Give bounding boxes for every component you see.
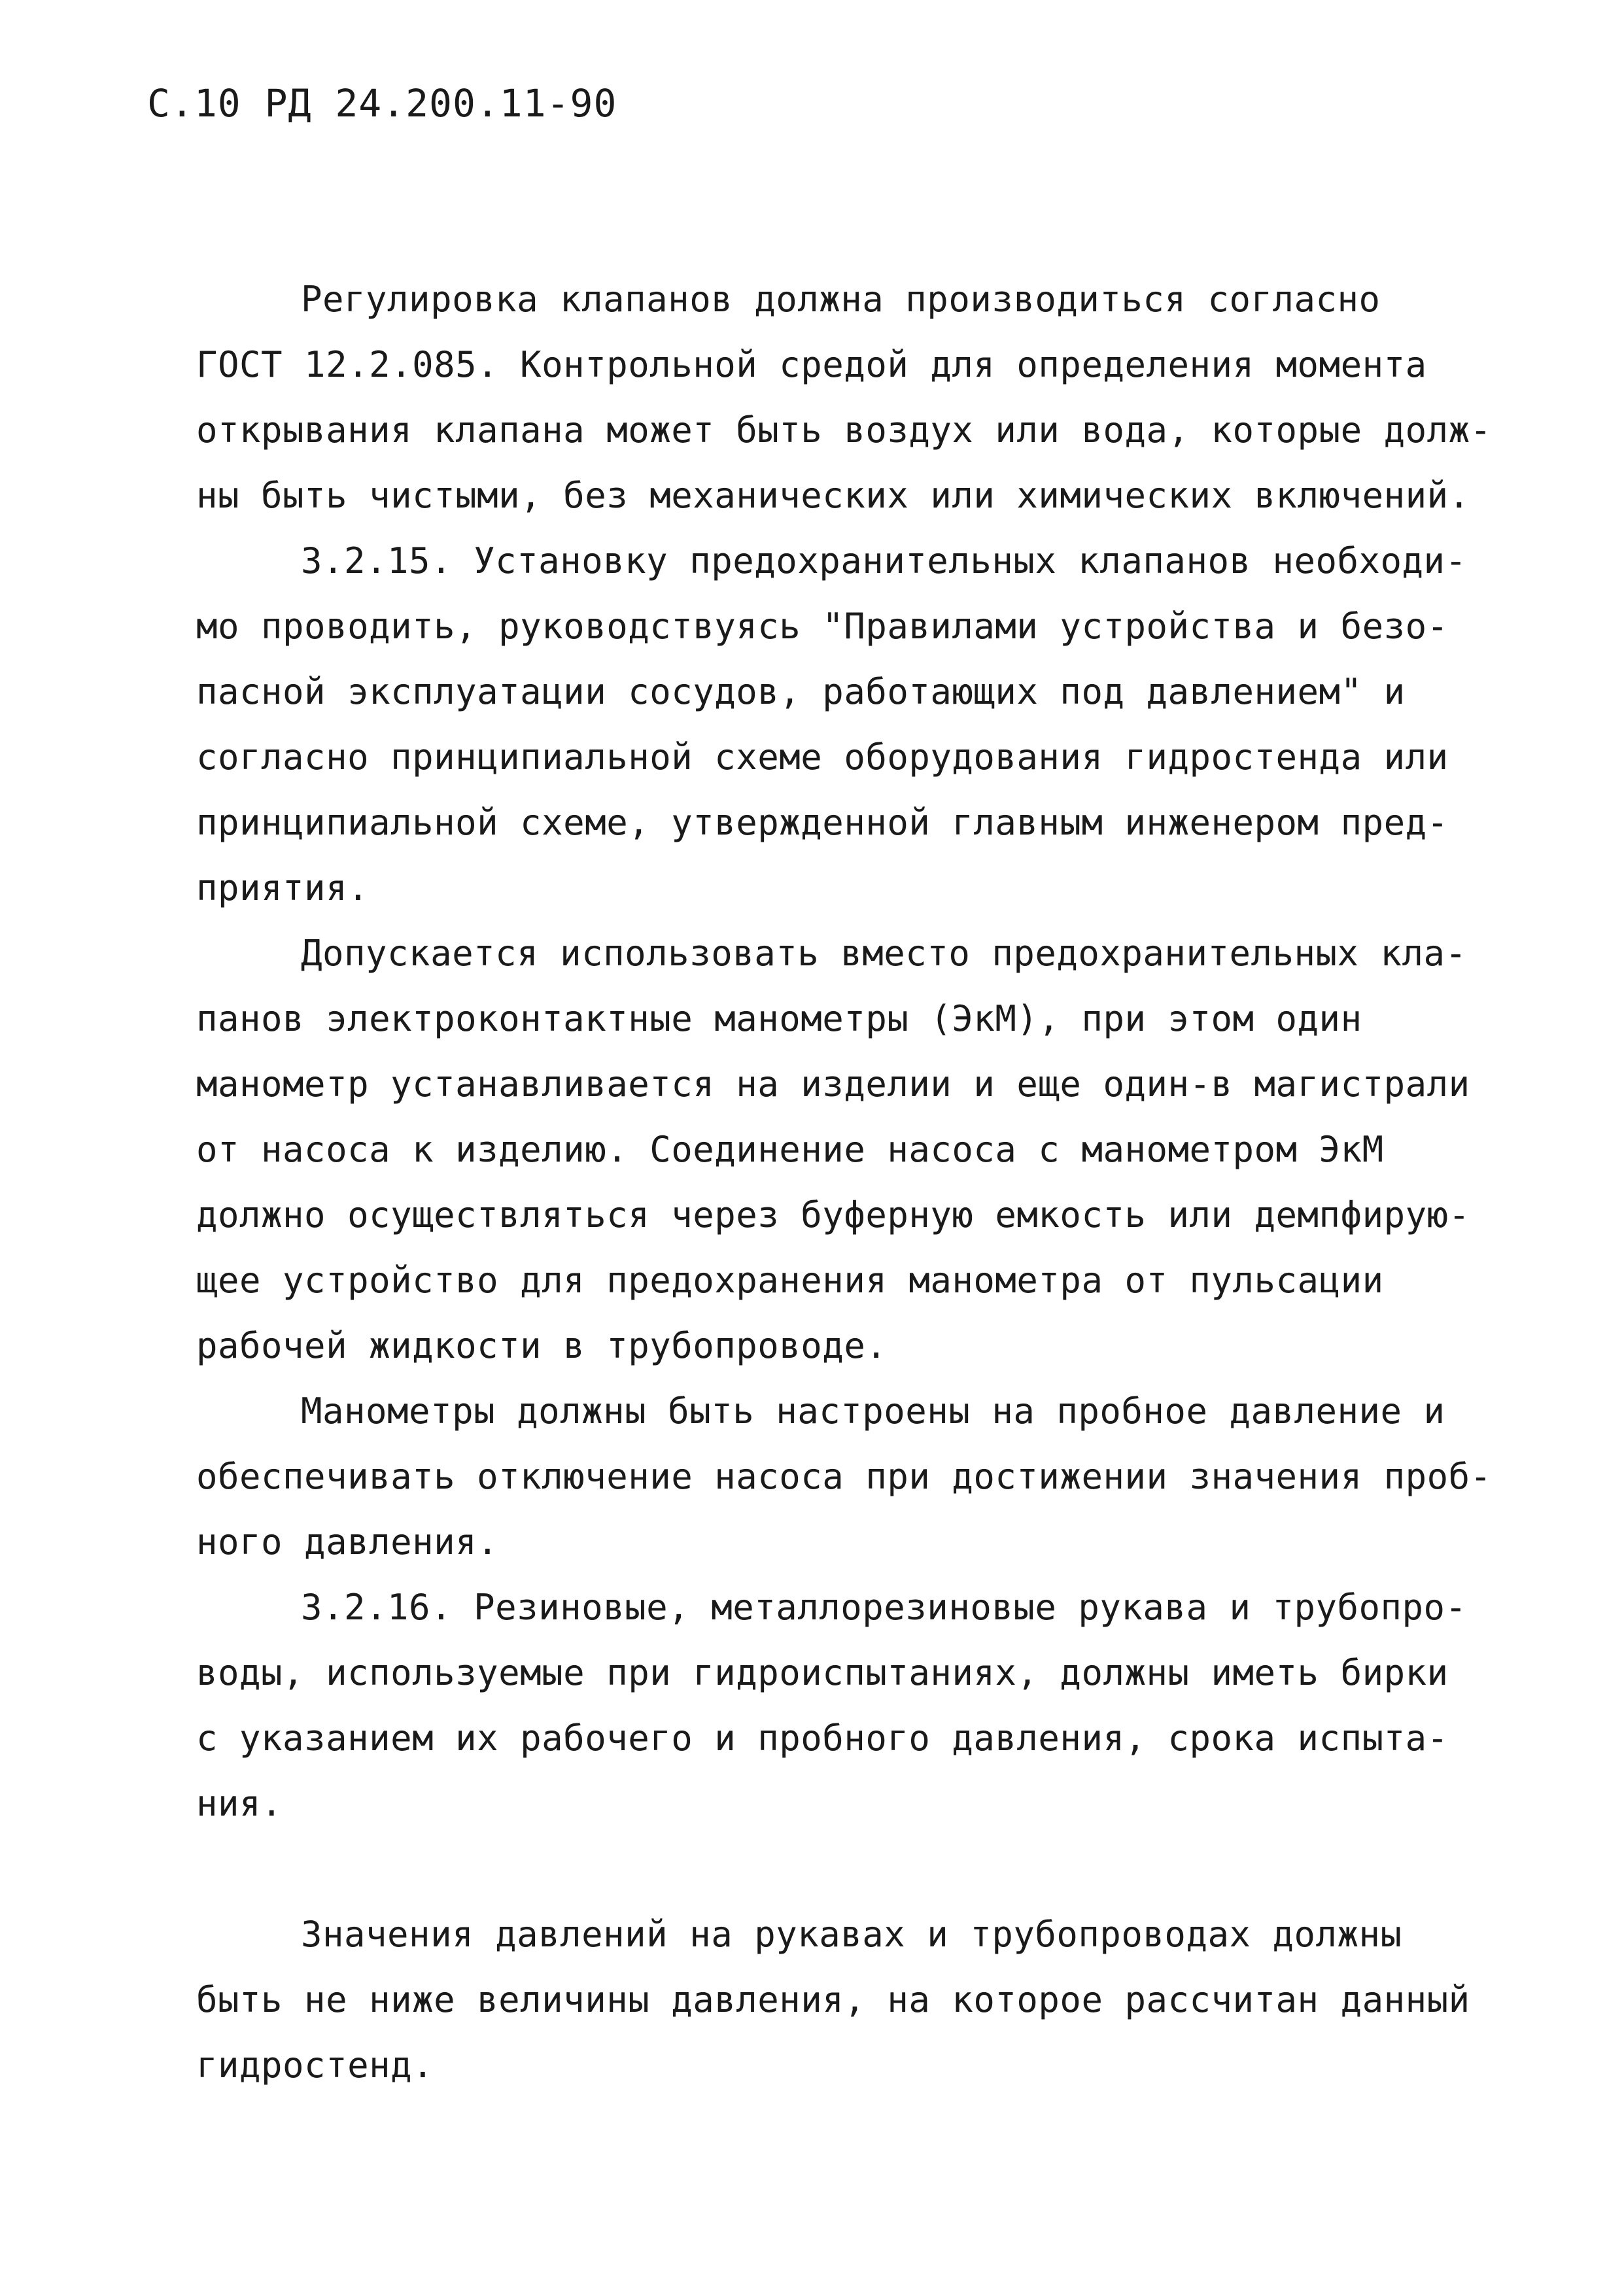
text-line: должно осуществляться через буферную емкость или демпфирую- bbox=[196, 1194, 1470, 1235]
text-line: гидростенд. bbox=[196, 2045, 434, 2086]
text-line: ного давления. bbox=[196, 1521, 499, 1562]
document-body bbox=[196, 267, 1492, 2098]
text-line: Манометры должны быть настроены на пробное давление и bbox=[301, 1390, 1445, 1432]
text-line: Допускается использовать вместо предохранительных кла- bbox=[301, 933, 1467, 974]
text-line: ГОСТ 12.2.085. Контрольной средой для определения момента bbox=[196, 344, 1427, 385]
text-line: воды, используемые при гидроиспытаниях, должны иметь бирки bbox=[196, 1652, 1449, 1693]
text-line: рабочей жидкости в трубопроводе. bbox=[196, 1325, 888, 1366]
text-line: открывания клапана может быть воздух или вода, которые долж- bbox=[196, 409, 1492, 451]
text-line: манометр устанавливается на изделии и еще один-в магистрали bbox=[196, 1063, 1470, 1105]
text-line: обеспечивать отключение насоса при достижении значения проб- bbox=[196, 1456, 1492, 1497]
text-line: быть не ниже величины давления, на которое рассчитан данный bbox=[196, 1979, 1470, 2020]
text-line: ния. bbox=[196, 1783, 283, 1824]
text-line: 3.2.15. Установку предохранительных клапанов необходи- bbox=[301, 540, 1467, 581]
text-line: Регулировка клапанов должна производиться согласно bbox=[301, 279, 1381, 320]
text-line: ны быть чистыми, без механических или химических включений. bbox=[196, 475, 1470, 516]
text-line: принципиальной схеме, утвержденной главным инженером пред- bbox=[196, 802, 1449, 843]
text-line: 3.2.16. Резиновые, металлорезиновые рукава и трубопро- bbox=[301, 1587, 1467, 1628]
text-line: Значения давлений на рукавах и трубопроводах должны bbox=[301, 1914, 1402, 1955]
text-line: щее устройство для предохранения манометра от пульсации bbox=[196, 1260, 1384, 1301]
text-line: мо проводить, руководствуясь "Правилами устройства и безо- bbox=[196, 606, 1449, 647]
text-line: согласно принципиальной схеме оборудования гидростенда или bbox=[196, 736, 1449, 778]
text-line: от насоса к изделию. Соединение насоса с манометром ЭкМ bbox=[196, 1129, 1384, 1170]
text-line: пасной эксплуатации сосудов, работающих под давлением" и bbox=[196, 671, 1406, 712]
text-line: с указанием их рабочего и пробного давления, срока испыта- bbox=[196, 1717, 1449, 1759]
page-header: С.10 РД 24.200.11-90 bbox=[147, 81, 617, 126]
text-line: панов электроконтактные манометры (ЭкМ), при этом один bbox=[196, 998, 1362, 1039]
text-line: приятия. bbox=[196, 867, 370, 908]
text-line bbox=[196, 1837, 1439, 1902]
